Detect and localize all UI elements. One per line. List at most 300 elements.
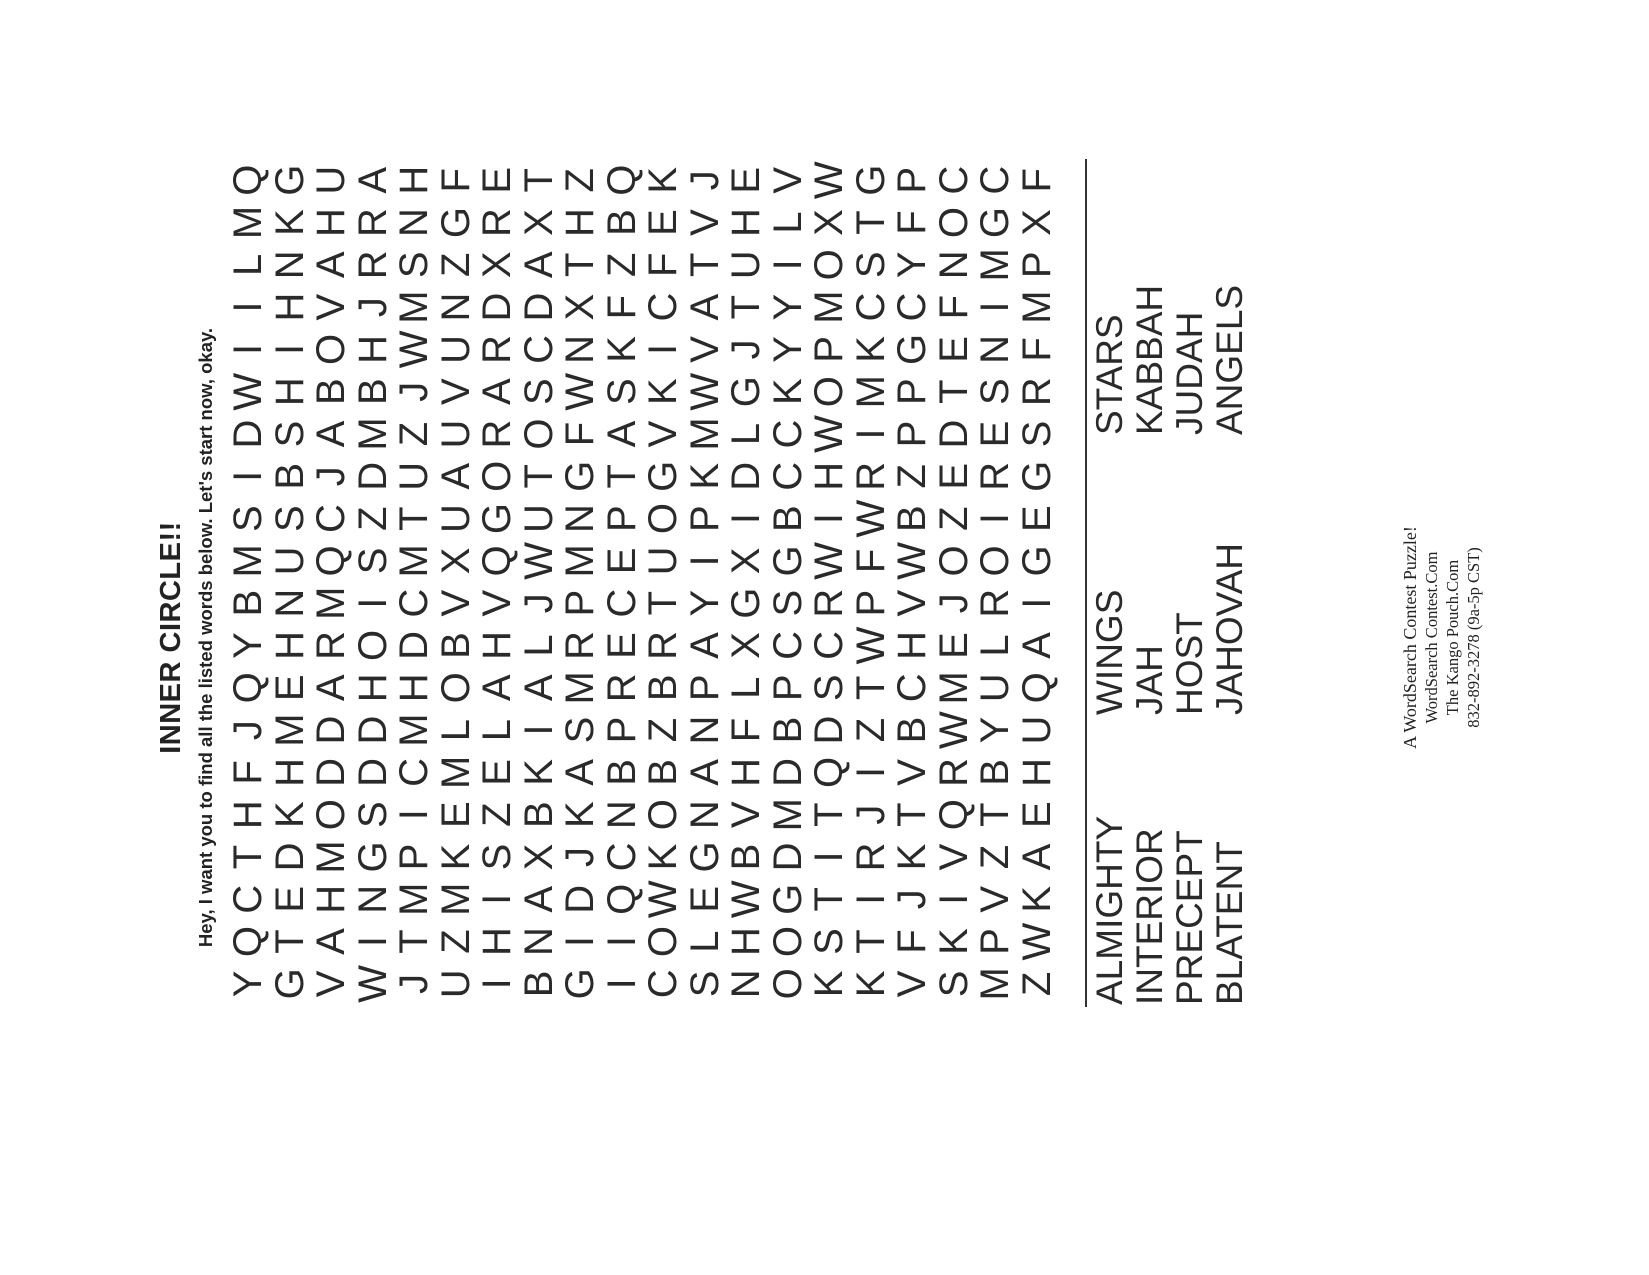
letter-grid[interactable]	[228, 159, 1058, 1005]
grid-letter[interactable]: M	[350, 417, 395, 451]
grid-letter[interactable]: D	[350, 715, 395, 745]
grid-letter[interactable]: T	[558, 252, 602, 278]
grid-letter[interactable]: I	[807, 851, 851, 863]
grid-letter[interactable]: V	[890, 970, 934, 998]
grid-letter[interactable]: Z	[392, 421, 436, 447]
grid-letter[interactable]: A	[309, 928, 353, 955]
grid-letter[interactable]: P	[599, 505, 644, 532]
grid-letter[interactable]: K	[267, 209, 312, 236]
grid-letter[interactable]: Y	[890, 251, 934, 279]
grid-letter[interactable]: S	[682, 970, 727, 998]
grid-letter[interactable]: I	[226, 343, 270, 355]
grid-letter[interactable]: U	[433, 504, 478, 534]
grid-letter[interactable]: X	[433, 547, 478, 575]
grid-letter[interactable]: K	[516, 759, 561, 786]
grid-letter[interactable]: W	[516, 542, 561, 580]
grid-letter[interactable]: I	[599, 978, 644, 990]
grid-letter[interactable]: Q	[475, 545, 519, 577]
grid-letter[interactable]: V	[765, 166, 810, 194]
grid-letter[interactable]: H	[267, 757, 312, 787]
grid-letter[interactable]: G	[890, 333, 934, 365]
grid-letter[interactable]: H	[724, 757, 768, 787]
grid-letter[interactable]: J	[890, 889, 934, 910]
grid-letter[interactable]: I	[807, 513, 851, 525]
grid-letter[interactable]: Q	[309, 545, 353, 577]
grid-letter[interactable]: D	[807, 715, 851, 745]
grid-letter[interactable]: A	[516, 885, 561, 913]
grid-letter[interactable]: J	[350, 297, 395, 318]
grid-letter[interactable]: W	[558, 372, 602, 411]
grid-letter[interactable]: O	[931, 545, 976, 577]
grid-letter[interactable]: G	[558, 968, 602, 1000]
grid-letter[interactable]: Y	[226, 632, 270, 659]
grid-letter[interactable]: C	[807, 631, 851, 660]
grid-letter[interactable]: A	[1014, 632, 1059, 659]
grid-letter[interactable]: M	[931, 671, 976, 705]
grid-letter[interactable]: M	[558, 544, 602, 578]
grid-letter[interactable]: I	[682, 555, 727, 567]
grid-letter[interactable]: H	[226, 800, 270, 830]
grid-letter[interactable]: W	[682, 372, 727, 411]
grid-letter[interactable]: H	[267, 292, 312, 322]
grid-letter[interactable]: G	[682, 841, 727, 873]
grid-letter[interactable]: D	[350, 757, 395, 787]
grid-letter[interactable]: Z	[848, 717, 893, 743]
grid-letter[interactable]: V	[433, 589, 478, 617]
grid-letter[interactable]: T	[641, 590, 685, 616]
grid-letter[interactable]: F	[641, 252, 685, 278]
grid-letter[interactable]: R	[309, 631, 353, 660]
grid-letter[interactable]: W	[848, 626, 893, 665]
grid-letter[interactable]: Z	[641, 717, 685, 743]
grid-letter[interactable]: M	[973, 248, 1017, 282]
grid-letter[interactable]: X	[475, 251, 519, 279]
grid-letter[interactable]: E	[267, 674, 312, 702]
grid-letter[interactable]: U	[309, 165, 353, 195]
grid-letter[interactable]: K	[641, 166, 685, 194]
grid-letter[interactable]: H	[807, 461, 851, 491]
grid-letter[interactable]: A	[599, 420, 644, 448]
grid-letter[interactable]: B	[226, 589, 270, 617]
grid-letter[interactable]: H	[475, 927, 519, 956]
grid-letter[interactable]: O	[309, 333, 353, 365]
grid-letter[interactable]: H	[267, 631, 312, 660]
grid-letter[interactable]: D	[350, 461, 395, 491]
grid-letter[interactable]: Q	[807, 756, 851, 788]
grid-letter[interactable]: I	[973, 301, 1017, 313]
grid-letter[interactable]: X	[558, 293, 602, 321]
grid-letter[interactable]: M	[392, 544, 436, 578]
grid-letter[interactable]: I	[724, 513, 768, 525]
grid-letter[interactable]: I	[516, 724, 561, 736]
grid-letter[interactable]: V	[724, 801, 768, 829]
grid-letter[interactable]: U	[973, 673, 1017, 703]
grid-letter[interactable]: E	[1014, 801, 1059, 829]
grid-letter[interactable]: R	[475, 419, 519, 449]
grid-letter[interactable]: W	[350, 964, 395, 1003]
grid-letter[interactable]: N	[558, 504, 602, 534]
grid-letter[interactable]: H	[309, 208, 353, 237]
grid-letter[interactable]: M	[433, 755, 478, 790]
grid-letter[interactable]: E	[931, 462, 976, 490]
grid-letter[interactable]: X	[516, 843, 561, 871]
grid-letter[interactable]: B	[765, 716, 810, 744]
grid-letter[interactable]: I	[931, 893, 976, 905]
grid-letter[interactable]: U	[516, 504, 561, 534]
grid-letter[interactable]: I	[350, 936, 395, 948]
grid-letter[interactable]: S	[350, 547, 395, 575]
grid-letter[interactable]: U	[433, 419, 478, 449]
grid-letter[interactable]: G	[267, 968, 312, 1000]
grid-letter[interactable]: P	[1014, 251, 1059, 279]
grid-letter[interactable]: R	[350, 250, 395, 280]
grid-letter[interactable]: S	[807, 928, 851, 955]
grid-letter[interactable]: V	[475, 589, 519, 617]
grid-letter[interactable]: L	[973, 634, 1017, 657]
grid-letter[interactable]: L	[682, 930, 727, 953]
grid-letter[interactable]: M	[807, 290, 851, 324]
grid-letter[interactable]: V	[931, 843, 976, 871]
grid-letter[interactable]: B	[724, 843, 768, 871]
grid-letter[interactable]: B	[267, 462, 312, 490]
grid-letter[interactable]: S	[558, 716, 602, 744]
grid-letter[interactable]: S	[1014, 420, 1059, 448]
grid-letter[interactable]: N	[267, 588, 312, 618]
grid-letter[interactable]: A	[309, 420, 353, 448]
grid-letter[interactable]: C	[641, 292, 685, 322]
grid-letter[interactable]: R	[848, 461, 893, 491]
grid-letter[interactable]: Q	[226, 164, 270, 196]
grid-letter[interactable]: D	[309, 715, 353, 745]
grid-letter[interactable]: H	[724, 208, 768, 237]
grid-letter[interactable]: D	[475, 292, 519, 322]
grid-letter[interactable]: V	[433, 378, 478, 406]
grid-letter[interactable]: R	[475, 334, 519, 364]
grid-letter[interactable]: B	[350, 378, 395, 406]
grid-letter[interactable]: F	[890, 210, 934, 235]
grid-letter[interactable]: C	[890, 292, 934, 322]
grid-letter[interactable]: W	[807, 415, 851, 453]
grid-letter[interactable]: O	[807, 376, 851, 408]
grid-letter[interactable]: Q	[599, 164, 644, 196]
grid-letter[interactable]: K	[1014, 885, 1059, 913]
grid-letter[interactable]: I	[392, 809, 436, 821]
grid-letter[interactable]: H	[350, 673, 395, 703]
grid-letter[interactable]: S	[392, 251, 436, 279]
grid-letter[interactable]: W	[890, 542, 934, 580]
grid-letter[interactable]: Q	[599, 883, 644, 915]
grid-letter[interactable]: N	[931, 250, 976, 280]
grid-letter[interactable]: N	[267, 250, 312, 280]
grid-letter[interactable]: N	[973, 334, 1017, 364]
grid-letter[interactable]: R	[807, 588, 851, 618]
grid-letter[interactable]: E	[599, 632, 644, 659]
grid-letter[interactable]: J	[516, 593, 561, 614]
grid-letter[interactable]: L	[433, 718, 478, 742]
grid-letter[interactable]: B	[641, 674, 685, 702]
grid-letter[interactable]: N	[392, 208, 436, 237]
grid-letter[interactable]: D	[765, 842, 810, 872]
grid-letter[interactable]: N	[724, 969, 768, 999]
grid-letter[interactable]: N	[558, 334, 602, 364]
grid-letter[interactable]: H	[558, 208, 602, 237]
grid-letter[interactable]: Q	[226, 926, 270, 958]
grid-letter[interactable]: N	[516, 927, 561, 956]
grid-letter[interactable]: S	[599, 378, 644, 406]
grid-letter[interactable]: D	[558, 884, 602, 914]
grid-letter[interactable]: Z	[931, 506, 976, 531]
grid-letter[interactable]: F	[1014, 337, 1059, 362]
grid-letter[interactable]: P	[890, 420, 934, 448]
grid-letter[interactable]: J	[392, 973, 436, 994]
grid-letter[interactable]: B	[599, 209, 644, 236]
grid-letter[interactable]: S	[848, 251, 893, 279]
grid-letter[interactable]: I	[848, 428, 893, 440]
grid-letter[interactable]: W	[931, 711, 976, 749]
grid-letter[interactable]: B	[516, 801, 561, 829]
grid-letter[interactable]: C	[890, 673, 934, 703]
grid-letter[interactable]: J	[309, 466, 353, 487]
grid-letter[interactable]: I	[848, 893, 893, 905]
grid-letter[interactable]: T	[599, 464, 644, 489]
grid-letter[interactable]: Y	[682, 589, 727, 617]
grid-letter[interactable]: D	[392, 631, 436, 660]
grid-letter[interactable]: V	[641, 420, 685, 448]
grid-letter[interactable]: K	[558, 801, 602, 829]
grid-letter[interactable]: M	[226, 205, 270, 240]
grid-letter[interactable]: E	[267, 885, 312, 913]
grid-letter[interactable]: G	[1014, 460, 1059, 492]
grid-letter[interactable]: P	[682, 505, 727, 532]
grid-letter[interactable]: I	[641, 343, 685, 355]
grid-letter[interactable]: H	[392, 165, 436, 195]
grid-letter[interactable]: M	[392, 882, 436, 916]
grid-letter[interactable]: L	[516, 634, 561, 657]
grid-letter[interactable]: Z	[475, 802, 519, 827]
grid-letter[interactable]: O	[931, 206, 976, 239]
grid-letter[interactable]: G	[433, 206, 478, 239]
grid-letter[interactable]: F	[433, 168, 478, 193]
grid-letter[interactable]: C	[599, 842, 644, 872]
grid-letter[interactable]: H	[392, 673, 436, 703]
grid-letter[interactable]: U	[1014, 715, 1059, 745]
grid-letter[interactable]: I	[475, 893, 519, 905]
grid-letter[interactable]: P	[765, 674, 810, 702]
grid-letter[interactable]: C	[765, 461, 810, 491]
grid-letter[interactable]: C	[599, 588, 644, 618]
grid-letter[interactable]: L	[724, 422, 768, 446]
grid-letter[interactable]: C	[641, 969, 685, 999]
grid-letter[interactable]: A	[516, 251, 561, 279]
grid-letter[interactable]: P	[682, 674, 727, 702]
grid-letter[interactable]: Z	[973, 844, 1017, 870]
grid-letter[interactable]: U	[392, 461, 436, 491]
grid-letter[interactable]: E	[599, 547, 644, 575]
grid-letter[interactable]: L	[765, 211, 810, 234]
grid-letter[interactable]: T	[392, 929, 436, 954]
grid-letter[interactable]: Q	[1014, 672, 1059, 704]
grid-letter[interactable]: G	[558, 460, 602, 492]
grid-letter[interactable]: B	[641, 759, 685, 786]
grid-letter[interactable]: I	[973, 513, 1017, 525]
grid-letter[interactable]: D	[226, 419, 270, 449]
grid-letter[interactable]: C	[848, 292, 893, 322]
grid-letter[interactable]: J	[558, 846, 602, 867]
grid-letter[interactable]: C	[392, 757, 436, 787]
grid-letter[interactable]: P	[807, 336, 851, 363]
grid-letter[interactable]: U	[641, 546, 685, 576]
grid-letter[interactable]: O	[641, 503, 685, 535]
grid-letter[interactable]: G	[765, 545, 810, 577]
grid-letter[interactable]: W	[392, 330, 436, 369]
grid-letter[interactable]: M	[226, 544, 270, 578]
grid-letter[interactable]: M	[309, 586, 353, 620]
grid-letter[interactable]: M	[309, 840, 353, 874]
grid-letter[interactable]: U	[433, 334, 478, 364]
grid-letter[interactable]: T	[392, 506, 436, 531]
grid-letter[interactable]: W	[807, 161, 851, 200]
grid-letter[interactable]: N	[433, 292, 478, 322]
grid-letter[interactable]: Y	[765, 293, 810, 321]
grid-letter[interactable]: O	[350, 629, 395, 662]
grid-letter[interactable]: A	[682, 293, 727, 321]
grid-letter[interactable]: F	[848, 548, 893, 574]
grid-letter[interactable]: S	[267, 420, 312, 448]
grid-letter[interactable]: T	[682, 252, 727, 278]
grid-letter[interactable]: T	[848, 929, 893, 954]
grid-letter[interactable]: K	[682, 462, 727, 490]
grid-letter[interactable]: I	[599, 936, 644, 948]
grid-letter[interactable]: O	[309, 799, 353, 831]
grid-letter[interactable]: D	[516, 292, 561, 322]
grid-letter[interactable]: V	[890, 589, 934, 617]
grid-letter[interactable]: S	[226, 505, 270, 532]
grid-letter[interactable]: K	[848, 336, 893, 363]
grid-letter[interactable]: I	[848, 766, 893, 778]
grid-letter[interactable]: P	[973, 928, 1017, 955]
grid-letter[interactable]: A	[350, 166, 395, 194]
grid-letter[interactable]: C	[226, 884, 270, 914]
grid-letter[interactable]: B	[973, 759, 1017, 786]
grid-letter[interactable]: E	[433, 801, 478, 829]
grid-letter[interactable]: A	[309, 674, 353, 702]
grid-letter[interactable]: D	[931, 419, 976, 449]
grid-letter[interactable]: F	[931, 294, 976, 320]
grid-letter[interactable]: O	[807, 249, 851, 281]
grid-letter[interactable]: Y	[973, 716, 1017, 744]
grid-letter[interactable]: D	[724, 461, 768, 491]
grid-letter[interactable]: B	[516, 970, 561, 998]
grid-letter[interactable]: G	[641, 460, 685, 492]
grid-letter[interactable]: O	[765, 968, 810, 1000]
grid-letter[interactable]: X	[1014, 209, 1059, 236]
grid-letter[interactable]: T	[848, 210, 893, 235]
grid-letter[interactable]: L	[226, 253, 270, 276]
grid-letter[interactable]: G	[475, 503, 519, 535]
grid-letter[interactable]: N	[682, 800, 727, 830]
grid-letter[interactable]: K	[641, 378, 685, 406]
grid-letter[interactable]: B	[890, 505, 934, 532]
grid-letter[interactable]: S	[765, 589, 810, 617]
grid-letter[interactable]: R	[973, 588, 1017, 618]
grid-letter[interactable]: R	[931, 757, 976, 787]
grid-letter[interactable]: K	[890, 843, 934, 871]
grid-letter[interactable]: A	[475, 378, 519, 406]
grid-letter[interactable]: N	[682, 715, 727, 745]
grid-letter[interactable]: T	[226, 844, 270, 870]
grid-letter[interactable]: O	[641, 926, 685, 958]
grid-letter[interactable]: W	[724, 880, 768, 919]
grid-letter[interactable]: M	[848, 375, 893, 409]
grid-letter[interactable]: T	[848, 675, 893, 700]
grid-letter[interactable]: C	[765, 631, 810, 660]
grid-letter[interactable]: S	[516, 378, 561, 406]
grid-letter[interactable]: G	[848, 164, 893, 196]
grid-letter[interactable]: I	[558, 936, 602, 948]
grid-letter[interactable]: I	[350, 597, 395, 609]
grid-letter[interactable]: Z	[433, 252, 478, 278]
grid-letter[interactable]: Z	[599, 252, 644, 278]
grid-letter[interactable]: R	[475, 208, 519, 237]
grid-letter[interactable]: Y	[226, 970, 270, 998]
grid-letter[interactable]: P	[890, 166, 934, 194]
grid-letter[interactable]: J	[931, 593, 976, 614]
grid-letter[interactable]: O	[516, 418, 561, 450]
grid-letter[interactable]: T	[973, 802, 1017, 827]
grid-letter[interactable]: Z	[350, 506, 395, 531]
grid-letter[interactable]: M	[433, 882, 478, 916]
grid-letter[interactable]: C	[931, 165, 976, 195]
grid-letter[interactable]: X	[807, 209, 851, 236]
grid-letter[interactable]: S	[973, 378, 1017, 406]
grid-letter[interactable]: C	[516, 334, 561, 364]
grid-letter[interactable]: R	[558, 631, 602, 660]
grid-letter[interactable]: H	[724, 927, 768, 956]
grid-letter[interactable]: K	[848, 970, 893, 998]
grid-letter[interactable]: X	[516, 209, 561, 236]
grid-letter[interactable]: U	[267, 546, 312, 576]
grid-letter[interactable]: G	[1014, 545, 1059, 577]
grid-letter[interactable]: S	[807, 674, 851, 702]
grid-letter[interactable]: I	[765, 259, 810, 271]
grid-letter[interactable]: B	[599, 759, 644, 786]
grid-letter[interactable]: W	[226, 372, 270, 411]
grid-letter[interactable]: K	[267, 801, 312, 829]
grid-letter[interactable]: H	[1014, 757, 1059, 787]
grid-letter[interactable]: M	[392, 290, 436, 324]
grid-letter[interactable]: K	[599, 336, 644, 363]
grid-letter[interactable]: L	[724, 676, 768, 699]
grid-letter[interactable]: V	[682, 209, 727, 236]
grid-letter[interactable]: K	[433, 843, 478, 871]
grid-letter[interactable]: A	[516, 674, 561, 702]
grid-letter[interactable]: A	[309, 251, 353, 279]
grid-letter[interactable]: Z	[558, 168, 602, 193]
grid-letter[interactable]: I	[1014, 597, 1059, 609]
grid-letter[interactable]: J	[724, 339, 768, 360]
grid-letter[interactable]: U	[724, 250, 768, 280]
grid-letter[interactable]: M	[973, 967, 1017, 1001]
grid-letter[interactable]: E	[931, 632, 976, 659]
grid-letter[interactable]: A	[558, 759, 602, 786]
grid-letter[interactable]: C	[392, 588, 436, 618]
grid-letter[interactable]: S	[267, 505, 312, 532]
grid-letter[interactable]: C	[973, 165, 1017, 195]
grid-letter[interactable]: M	[1014, 290, 1059, 324]
grid-letter[interactable]: L	[475, 718, 519, 742]
grid-letter[interactable]: O	[641, 799, 685, 831]
grid-letter[interactable]: G	[973, 206, 1017, 239]
